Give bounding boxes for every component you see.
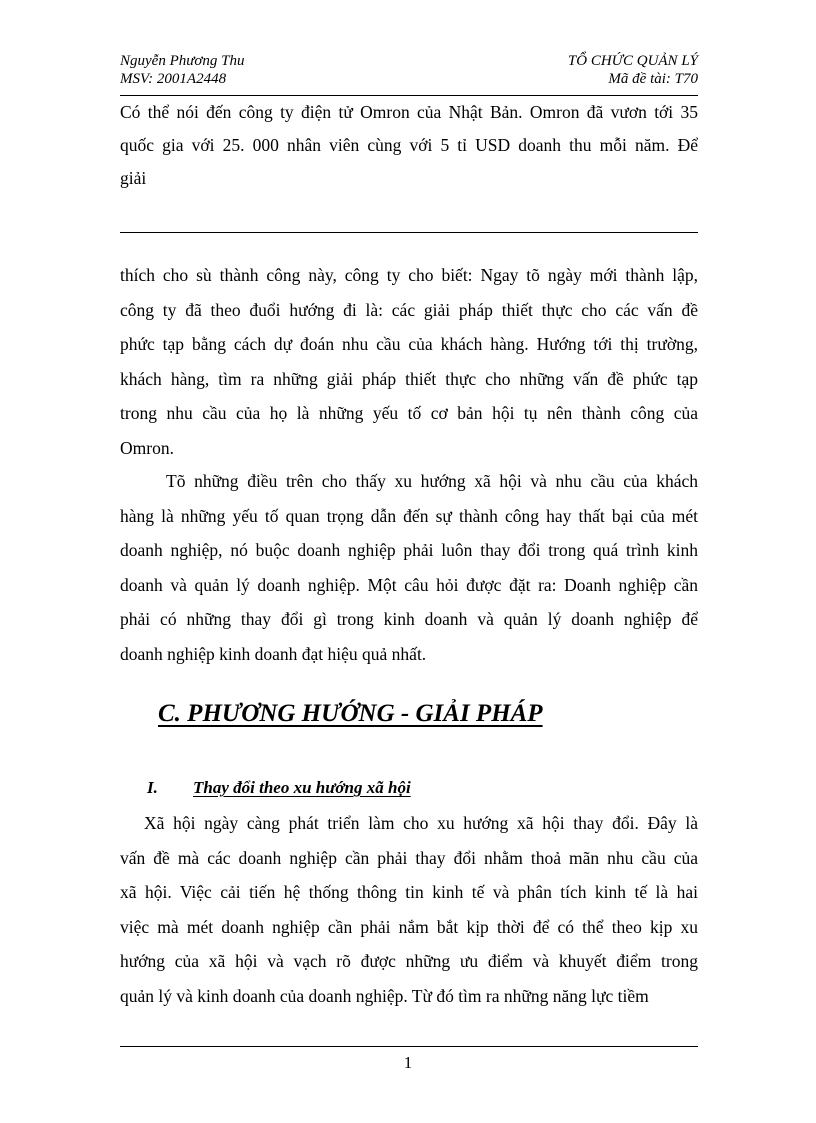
paragraph-social-change	[120, 806, 698, 1013]
text-line: vấn đề mà các doanh nghiệp cần phải thay đổi nhằm thoả mãn nhu cầu của	[120, 847, 698, 868]
text-line: giải	[120, 168, 147, 188]
text-line: doanh nghiệp kinh doanh đạt hiệu quả nhất.	[120, 643, 427, 664]
text-line: Omron.	[120, 437, 174, 458]
subsection-title: Thay đổi theo xu hướng xã hội	[193, 778, 411, 797]
text-line: việc mà mét doanh nghiệp cần phải nắm bắt kịp thời để có thể theo kịp xu	[120, 916, 698, 937]
text-line: phức tạp bằng cách dự đoán nhu cầu của khách hàng. Hướng tới thị trường,	[120, 334, 698, 354]
text-line: công ty đã theo đuổi hướng đi là: các giải pháp thiết thực cho các vấn đề	[120, 299, 698, 320]
text-line: hướng của xã hội và vạch rõ được những ưu điểm và khuyết điểm trong	[120, 951, 698, 971]
section-heading: C. PHƯƠNG HƯỚNG - GIẢI PHÁP	[158, 700, 543, 727]
page-number: 1	[403, 1053, 413, 1072]
text-line: Tõ những điều trên cho thấy xu hướng xã hội và nhu cầu của khách	[166, 471, 698, 491]
subsection-number: I.	[147, 778, 158, 797]
header-left	[120, 52, 245, 88]
text-line: Có thể nói đến công ty điện tử Omron của Nhật Bản. Omron đã vươn tới 35	[120, 102, 698, 122]
page-break-rule	[120, 232, 698, 233]
text-line: Xã hội ngày càng phát triển làm cho xu hướng xã hội thay đổi. Đây là	[144, 813, 698, 833]
text-line: quốc gia với 25. 000 nhân viên cùng với 5 tỉ USD doanh thu mỗi năm. Để	[120, 135, 698, 155]
text-line: xã hội. Việc cải tiến hệ thống thông tin kinh tế và phân tích kinh tế là hai	[120, 882, 698, 902]
topic-code: Mã đề tài: T70	[608, 71, 698, 87]
subject-title: TỔ CHỨC QUẢN LÝ	[567, 53, 698, 69]
page-header	[120, 52, 698, 96]
subsection-heading	[147, 778, 411, 798]
text-line: doanh và quản lý doanh nghiệp. Một câu hỏi được đặt ra: Doanh nghiệp cần	[120, 574, 698, 595]
author-name: Nguyễn Phương Thu	[120, 53, 245, 69]
text-line: trong nhu cầu của họ là những yếu tố cơ bản hội tụ nên thành công của	[120, 403, 698, 423]
text-line: doanh nghiệp, nó buộc doanh nghiệp phải luôn thay đổi trong quá trình kinh	[120, 540, 698, 560]
student-id: MSV: 2001A2448	[120, 71, 227, 87]
paragraph-omron-success	[120, 258, 698, 465]
text-line: thích cho sù thành công này, công ty cho biết: Ngay tõ ngày mới thành lập,	[120, 265, 698, 285]
header-right	[568, 52, 698, 88]
footer-rule	[120, 1046, 698, 1047]
paragraph-omron-intro	[120, 96, 698, 195]
text-line: quản lý và kinh doanh của doanh nghiệp. Từ đó tìm ra những năng lực tiềm	[120, 985, 649, 1006]
text-line: hàng là những yếu tố quan trọng dẫn đến sự thành công hay thất bại của mét	[120, 505, 698, 526]
text-line: khách hàng, tìm ra những giải pháp thiết thực cho những vấn đề phức tạp	[120, 368, 698, 389]
text-line: phải có những thay đổi gì trong kinh doanh và quản lý doanh nghiệp để	[120, 609, 698, 629]
paragraph-social-trends	[120, 464, 698, 671]
